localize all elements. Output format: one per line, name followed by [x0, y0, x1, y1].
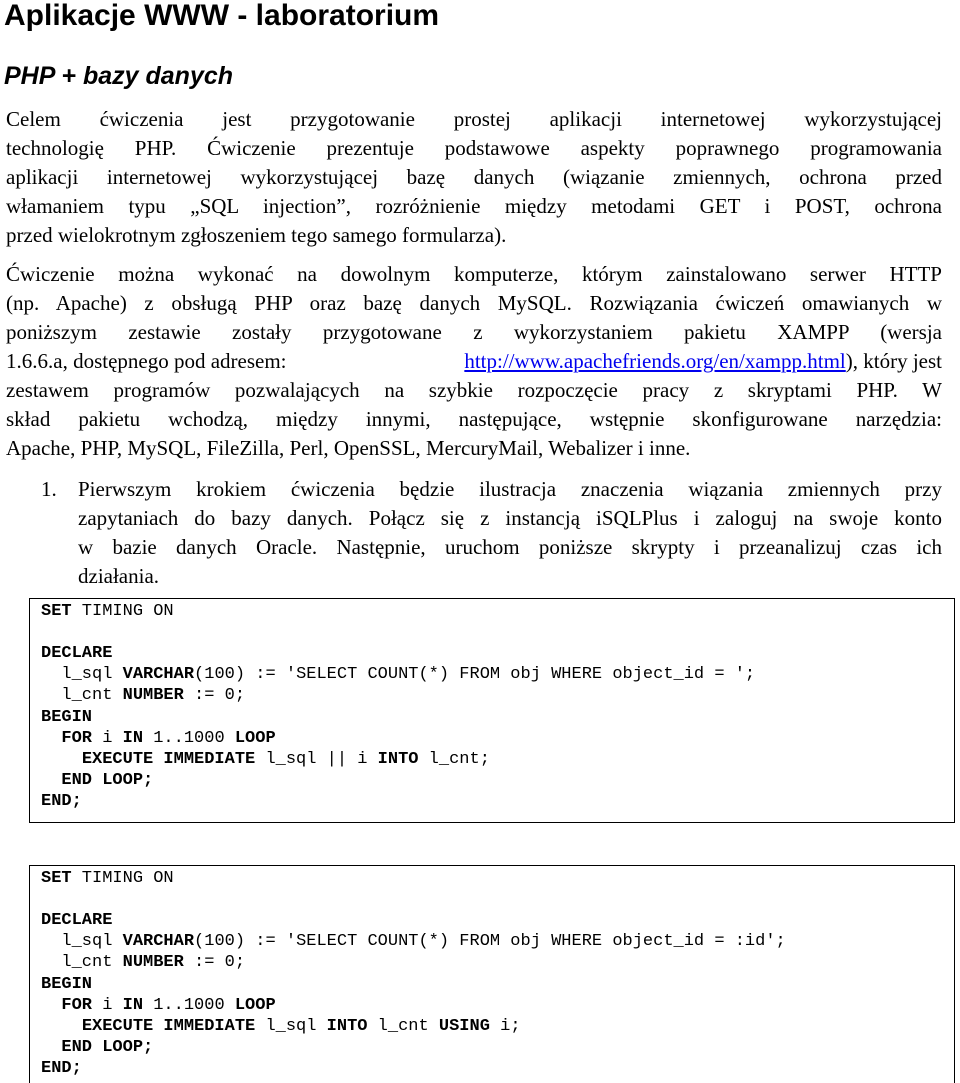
code-text: i [92, 728, 123, 748]
code-text: l_sql [255, 1016, 327, 1036]
code-keyword: SET [41, 602, 72, 621]
code-text: := 0; [183, 953, 246, 973]
code-line [41, 931, 786, 952]
code-keyword: END LOOP; [61, 770, 154, 790]
paragraph-line [6, 347, 942, 376]
paragraph-line: zestawem programów pozwalających na szybkie rozpoczęcie pracy z skryptami PHP. W [6, 378, 942, 402]
code-keyword: VARCHAR [122, 932, 195, 952]
code-keyword: EXECUTE IMMEDIATE [81, 1016, 256, 1036]
step-line: w bazie danych Oracle. Następnie, uruchom poniższe skrypty i przeanalizuj czas ich [78, 535, 942, 559]
code-text: i; [489, 1016, 521, 1036]
paragraph-line: technologię PHP. Ćwiczenie prezentuje podstawowe aspekty poprawnego programowania [6, 136, 942, 160]
code-line [41, 643, 112, 664]
paragraph-line: Ćwiczenie można wykonać na dowolnym komputerze, którym zainstalowano serwer HTTP [6, 262, 942, 286]
code-line [41, 1016, 521, 1037]
code-keyword: BEGIN [41, 974, 93, 994]
step-number: 1. [41, 477, 57, 501]
xampp-link-text[interactable]: http://www.apachefriends.org/en/xampp.html [464, 349, 846, 373]
step-line: działania. [78, 564, 160, 588]
code-block-1 [29, 598, 955, 823]
code-keyword: VARCHAR [122, 665, 195, 685]
code-text: 1..1000 [143, 995, 235, 1015]
paragraph-text: 1.6.6.a, dostępnego pod adresem: [6, 349, 287, 373]
code-line [41, 1058, 82, 1079]
code-keyword: EXECUTE IMMEDIATE [81, 749, 256, 769]
paragraph-line: Celem ćwiczenia jest przygotowanie prostej aplikacji internetowej wykorzystującej [6, 107, 942, 131]
code-text: 1..1000 [143, 728, 235, 748]
code-keyword: LOOP [234, 728, 276, 748]
code-keyword: END; [41, 791, 82, 811]
code-line [41, 664, 755, 685]
code-keyword: USING [438, 1016, 490, 1036]
code-text: l_cnt [41, 686, 123, 706]
code-line [41, 995, 276, 1016]
code-text [41, 1017, 82, 1036]
code-keyword: NUMBER [122, 953, 184, 973]
paragraph-line: Apache, PHP, MySQL, FileZilla, Perl, OpenSSL, MercuryMail, Webalizer i inne. [6, 436, 691, 460]
xampp-link[interactable] [464, 347, 942, 376]
code-line [41, 1037, 153, 1058]
paragraph-text: ), który jest [845, 349, 942, 373]
code-keyword: LOOP [234, 995, 276, 1015]
code-keyword: BEGIN [41, 707, 93, 727]
code-text [41, 996, 61, 1015]
code-keyword: FOR [61, 995, 93, 1015]
code-line [41, 770, 153, 791]
code-line [41, 910, 112, 931]
code-keyword: INTO [377, 749, 419, 769]
code-keyword: NUMBER [122, 686, 184, 706]
code-line [41, 601, 174, 622]
code-keyword: SET [41, 869, 72, 888]
paragraph-line: aplikacji internetowej wykorzystującej bazę danych (wiązanie zmiennych, ochrona przed [6, 165, 942, 189]
code-keyword: END LOOP; [61, 1037, 154, 1057]
code-keyword: IN [122, 728, 144, 748]
paragraph-line: przed wielokrotnym zgłoszeniem tego samego formularza). [6, 223, 507, 247]
code-text: (100) := 'SELECT COUNT(*) FROM obj WHERE object_id = '; [194, 665, 756, 685]
paragraph-line: (np. Apache) z obsługą PHP oraz bazę danych MySQL. Rozwiązania ćwiczeń omawianych w [6, 291, 942, 315]
code-text [41, 1038, 61, 1057]
code-keyword: END; [41, 1058, 82, 1078]
code-keyword: IN [122, 995, 144, 1015]
code-keyword: DECLARE [41, 911, 113, 931]
code-line [41, 728, 276, 749]
code-line [41, 685, 245, 706]
code-text: := 0; [183, 686, 246, 706]
code-line [41, 974, 92, 995]
code-text: l_sql [41, 665, 123, 685]
section-title: PHP + bazy danych [4, 62, 234, 90]
code-line [41, 952, 245, 973]
code-text: TIMING ON [71, 869, 174, 888]
code-keyword: FOR [61, 728, 93, 748]
code-block-2 [29, 865, 955, 1083]
page-title: Aplikacje WWW - laboratorium [4, 0, 440, 32]
code-text: l_cnt [41, 953, 123, 973]
code-text: l_cnt; [418, 749, 490, 769]
code-text: (100) := 'SELECT COUNT(*) FROM obj WHERE object_id = :id'; [194, 932, 786, 952]
code-keyword: DECLARE [41, 644, 113, 664]
code-line [41, 791, 82, 812]
code-text: TIMING ON [71, 602, 174, 621]
paragraph-line: włamaniem typu „SQL injection”, rozróżnienie między metodami GET i POST, ochrona [6, 194, 942, 218]
code-text: l_sql [41, 932, 123, 952]
code-text [41, 771, 61, 790]
step-line: zapytaniach do bazy danych. Połącz się z instancją iSQLPlus i zaloguj na swoje konto [78, 506, 942, 530]
paragraph-line: skład pakietu wchodzą, między innymi, następujące, wstępnie skonfigurowane narzędzia: [6, 407, 942, 431]
code-line [41, 749, 490, 770]
code-text: l_sql || i [255, 749, 378, 769]
code-text: i [92, 995, 123, 1015]
paragraph-line: poniższym zestawie zostały przygotowane z wykorzystaniem pakietu XAMPP (wersja [6, 320, 942, 344]
code-text [41, 729, 61, 748]
code-line [41, 868, 174, 889]
step-line: Pierwszym krokiem ćwiczenia będzie ilustracja znaczenia wiązania zmiennych przy [78, 477, 942, 501]
code-line [41, 707, 92, 728]
code-keyword: INTO [326, 1016, 368, 1036]
code-text [41, 750, 82, 769]
code-text: l_cnt [367, 1016, 439, 1036]
